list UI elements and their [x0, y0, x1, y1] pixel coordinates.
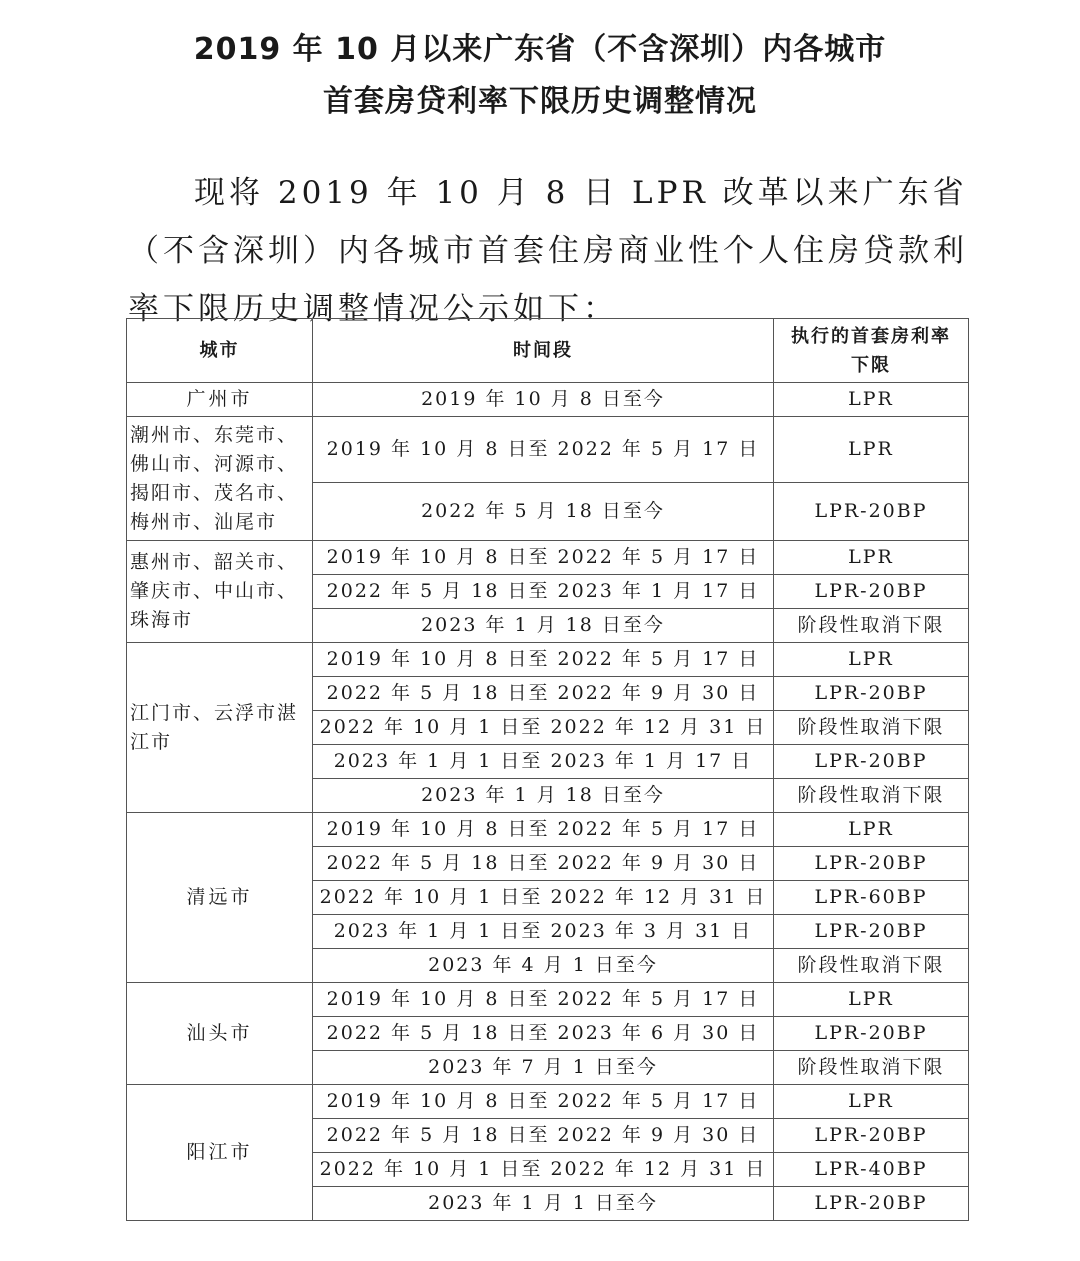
city-cell: 惠州市、韶关市、肇庆市、中山市、珠海市 — [127, 541, 313, 643]
period-cell: 2023 年 1 月 18 日至今 — [313, 779, 774, 813]
period-cell: 2022 年 5 月 18 日至今 — [313, 483, 774, 541]
rate-cell: LPR-20BP — [774, 677, 969, 711]
period-cell: 2019 年 10 月 8 日至 2022 年 5 月 17 日 — [313, 541, 774, 575]
table-row — [127, 983, 969, 1017]
table-row — [127, 383, 969, 417]
period-cell: 2019 年 10 月 8 日至今 — [313, 383, 774, 417]
period-cell: 2022 年 10 月 1 日至 2022 年 12 月 31 日 — [313, 711, 774, 745]
rate-cell: LPR-40BP — [774, 1153, 969, 1187]
table-row — [127, 1085, 969, 1119]
rate-cell: LPR-20BP — [774, 847, 969, 881]
city-cell: 阳江市 — [127, 1085, 313, 1221]
rate-cell: LPR-20BP — [774, 1017, 969, 1051]
table-row — [127, 541, 969, 575]
table-row — [127, 813, 969, 847]
rate-cell: LPR-20BP — [774, 575, 969, 609]
rate-cell: LPR — [774, 813, 969, 847]
rate-cell: LPR — [774, 417, 969, 483]
period-cell: 2023 年 1 月 1 日至 2023 年 3 月 31 日 — [313, 915, 774, 949]
city-cell: 汕头市 — [127, 983, 313, 1085]
rate-cell: 阶段性取消下限 — [774, 779, 969, 813]
rate-cell: 阶段性取消下限 — [774, 609, 969, 643]
table-row — [127, 643, 969, 677]
document-title-line-1: 2019 年 10 月以来广东省（不含深圳）内各城市 — [193, 32, 887, 67]
period-cell: 2023 年 1 月 1 日至今 — [313, 1187, 774, 1221]
rate-cell: LPR-20BP — [774, 1187, 969, 1221]
period-cell: 2022 年 5 月 18 日至 2023 年 6 月 30 日 — [313, 1017, 774, 1051]
rate-history-table — [126, 318, 969, 1221]
period-cell: 2019 年 10 月 8 日至 2022 年 5 月 17 日 — [313, 1085, 774, 1119]
header-city: 城市 — [127, 319, 313, 383]
period-cell: 2019 年 10 月 8 日至 2022 年 5 月 17 日 — [313, 417, 774, 483]
rate-cell: LPR — [774, 983, 969, 1017]
table-header-row — [127, 319, 969, 383]
rate-cell: LPR — [774, 1085, 969, 1119]
document-title-line-2: 首套房贷利率下限历史调整情况 — [323, 84, 757, 119]
period-cell: 2022 年 5 月 18 日至 2022 年 9 月 30 日 — [313, 677, 774, 711]
rate-cell: LPR — [774, 383, 969, 417]
rate-cell: LPR-60BP — [774, 881, 969, 915]
period-cell: 2023 年 4 月 1 日至今 — [313, 949, 774, 983]
rate-cell: LPR — [774, 643, 969, 677]
period-cell: 2022 年 5 月 18 日至 2022 年 9 月 30 日 — [313, 847, 774, 881]
intro-paragraph: 现将 2019 年 10 月 8 日 LPR 改革以来广东省（不含深圳）内各城市首套住房商业性个人住房贷款利率下限历史调整情况公示如下： — [128, 175, 968, 327]
rate-cell: LPR-20BP — [774, 915, 969, 949]
period-cell: 2023 年 1 月 1 日至 2023 年 1 月 17 日 — [313, 745, 774, 779]
city-cell: 广州市 — [127, 383, 313, 417]
period-cell: 2022 年 5 月 18 日至 2023 年 1 月 17 日 — [313, 575, 774, 609]
header-rate: 执行的首套房利率下限 — [774, 319, 969, 383]
city-cell: 潮州市、东莞市、佛山市、河源市、揭阳市、茂名市、梅州市、汕尾市 — [127, 417, 313, 541]
period-cell: 2022 年 10 月 1 日至 2022 年 12 月 31 日 — [313, 881, 774, 915]
period-cell: 2023 年 7 月 1 日至今 — [313, 1051, 774, 1085]
rate-cell: LPR — [774, 541, 969, 575]
period-cell: 2019 年 10 月 8 日至 2022 年 5 月 17 日 — [313, 643, 774, 677]
rate-cell: 阶段性取消下限 — [774, 711, 969, 745]
rate-cell: LPR-20BP — [774, 745, 969, 779]
rate-cell: LPR-20BP — [774, 1119, 969, 1153]
city-cell: 清远市 — [127, 813, 313, 983]
rate-cell: LPR-20BP — [774, 483, 969, 541]
period-cell: 2022 年 5 月 18 日至 2022 年 9 月 30 日 — [313, 1119, 774, 1153]
header-period: 时间段 — [313, 319, 774, 383]
period-cell: 2019 年 10 月 8 日至 2022 年 5 月 17 日 — [313, 983, 774, 1017]
period-cell: 2023 年 1 月 18 日至今 — [313, 609, 774, 643]
city-cell: 江门市、云浮市湛江市 — [127, 643, 313, 813]
rate-cell: 阶段性取消下限 — [774, 1051, 969, 1085]
period-cell: 2022 年 10 月 1 日至 2022 年 12 月 31 日 — [313, 1153, 774, 1187]
rate-cell: 阶段性取消下限 — [774, 949, 969, 983]
period-cell: 2019 年 10 月 8 日至 2022 年 5 月 17 日 — [313, 813, 774, 847]
table-row — [127, 417, 969, 483]
